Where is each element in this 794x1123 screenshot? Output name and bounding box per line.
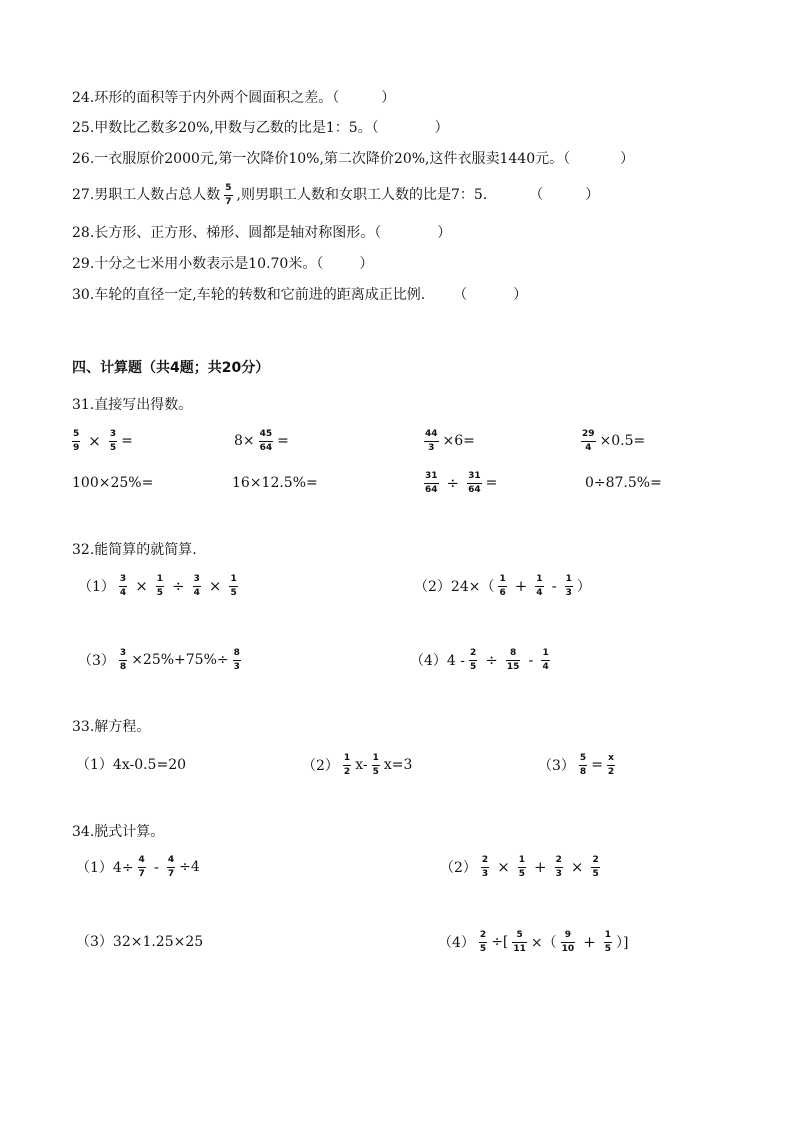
- item-label: （4）4 -: [410, 653, 465, 669]
- fraction: $\frac{1}{4}$: [536, 573, 543, 598]
- expression-text: 8×: [234, 433, 255, 449]
- question-34-title: 34.脱式计算。: [72, 824, 165, 840]
- calc-31-6: 16×12.5%=: [232, 475, 318, 491]
- calc-34-2: [440, 851, 604, 883]
- fraction: $\frac{2}{3}$: [481, 854, 489, 879]
- question-32-title: 32.能简算的就简算.: [72, 542, 197, 558]
- equation-33-1: （1）4x-0.5=20: [76, 757, 187, 773]
- calc-32-2: [414, 570, 591, 602]
- equation-33-2: [302, 749, 412, 781]
- fraction: $\frac{3}{4}$: [193, 573, 200, 598]
- fraction: $\frac{5}{11}$: [513, 929, 526, 954]
- question-27: [72, 180, 599, 210]
- answer-paren-close: ）: [585, 187, 600, 203]
- calc-32-4: [410, 644, 554, 676]
- calc-32-1: [78, 570, 242, 602]
- operator: +: [534, 858, 547, 876]
- fraction: $\frac{31}{64}$: [468, 470, 481, 495]
- operator: ×: [88, 432, 101, 450]
- fraction: $\frac{1}{5}$: [604, 929, 612, 954]
- expression-text: x-: [355, 757, 368, 773]
- answer-paren-close: ）: [434, 120, 449, 136]
- calc-34-1: [76, 851, 200, 883]
- equals: =: [591, 757, 603, 773]
- equation-33-3: [538, 749, 619, 781]
- fraction: $\frac{4}{7}$: [167, 854, 175, 879]
- operator: ÷[: [491, 934, 509, 950]
- item-label: （3）: [538, 758, 575, 774]
- fraction: $\frac{1}{5}$: [518, 854, 526, 879]
- fraction: $\frac{2}{5}$: [470, 647, 477, 672]
- calc-31-7: [420, 467, 497, 499]
- fraction: $\frac{3}{5}$: [109, 428, 117, 453]
- fraction: $\frac{1}{6}$: [499, 573, 506, 598]
- fraction: $\frac{5}{8}$: [579, 752, 587, 777]
- expression-text: ÷4: [179, 859, 200, 875]
- operator: -: [153, 858, 159, 876]
- fraction: $\frac{1}{5}$: [156, 573, 164, 598]
- item-label: （3）: [78, 653, 115, 669]
- fraction: $\frac{1}{3}$: [565, 573, 572, 598]
- fraction: $\frac{5}{9}$: [73, 428, 80, 453]
- question-27-text: 27.男职工人数占总人数: [72, 187, 221, 203]
- operator: +: [514, 577, 528, 595]
- equals: =: [485, 475, 498, 491]
- fraction: $\frac{2}{3}$: [555, 854, 562, 879]
- expression-text: ×25%+75%÷: [131, 652, 229, 668]
- calc-31-3: [420, 426, 475, 456]
- operator: ÷: [485, 651, 498, 669]
- question-24: [72, 89, 395, 107]
- fraction: $\frac{3}{4}$: [119, 573, 127, 598]
- fraction: $\frac{x}{2}$: [607, 752, 615, 777]
- item-label: （2）24×（: [414, 579, 495, 595]
- operator: ÷: [172, 577, 185, 595]
- question-29-text: 29.十分之七米用小数表示是10.70米。（: [72, 256, 324, 272]
- operator: -: [528, 651, 534, 669]
- expression-text: ×0.5=: [599, 433, 646, 449]
- item-label: （2）: [302, 758, 339, 774]
- question-26: [72, 150, 634, 168]
- paren-close: ）: [576, 579, 591, 595]
- item-label: （4）: [438, 935, 475, 951]
- answer-paren-close: ）: [437, 225, 452, 241]
- fraction: $\frac{45}{64}$: [259, 428, 273, 453]
- question-30: [72, 286, 527, 304]
- operator: +: [583, 933, 596, 951]
- fraction: $\frac{5}{7}$: [225, 182, 232, 207]
- fraction: $\frac{4}{7}$: [138, 854, 145, 879]
- question-25: [72, 119, 449, 137]
- answer-paren-close: ）: [513, 287, 528, 303]
- question-29: [72, 255, 373, 273]
- calc-31-1: [68, 426, 133, 456]
- fraction: $\frac{1}{4}$: [542, 647, 549, 672]
- answer-paren-open: （: [453, 287, 468, 303]
- fraction: $\frac{31}{64}$: [425, 470, 438, 495]
- answer-paren-open: （: [529, 187, 544, 203]
- equals: =: [121, 433, 133, 449]
- calc-34-4: [438, 925, 629, 959]
- fraction: $\frac{1}{5}$: [230, 573, 237, 598]
- question-28: [72, 224, 451, 242]
- operator: ×: [570, 858, 584, 876]
- fraction: $\frac{29}{4}$: [582, 428, 595, 453]
- answer-paren-close: ）: [381, 90, 396, 106]
- calc-31-8: 0÷87.5%=: [585, 475, 662, 491]
- fraction: $\frac{3}{8}$: [119, 647, 127, 672]
- item-label: （1）4÷: [76, 860, 134, 876]
- question-25-text: 25.甲数比乙数多20%,甲数与乙数的比是1：5。（: [72, 120, 379, 136]
- operator: -: [551, 577, 557, 595]
- operator: ×: [135, 577, 148, 595]
- fraction: $\frac{1}{5}$: [372, 752, 379, 777]
- fraction: $\frac{1}{2}$: [343, 752, 351, 777]
- operator: ×: [208, 577, 222, 595]
- fraction: $\frac{2}{5}$: [592, 854, 599, 879]
- operator: ÷: [446, 474, 460, 492]
- expression-text: ×6=: [442, 433, 475, 449]
- question-30-text: 30.车轮的直径一定,车轮的转数和它前进的距离成正比例.: [72, 287, 426, 303]
- question-27-text-after: ,则男职工人数和女职工人数的比是7：5.: [236, 187, 488, 203]
- fraction: $\frac{8}{3}$: [233, 647, 240, 672]
- question-28-text: 28.长方形、正方形、梯形、圆都是轴对称图形。（: [72, 225, 382, 241]
- fraction: $\frac{9}{10}$: [561, 929, 575, 954]
- answer-paren-close: ）: [359, 256, 374, 272]
- calc-32-3: [78, 644, 245, 676]
- calc-31-4: [577, 426, 645, 456]
- question-33-title: 33.解方程。: [72, 719, 151, 735]
- operator: ×（: [530, 935, 557, 951]
- fraction: $\frac{2}{5}$: [479, 929, 487, 954]
- answer-paren-close: ）: [620, 151, 635, 167]
- question-31-title: 31.直接写出得数。: [72, 397, 193, 413]
- item-label: （2）: [440, 860, 477, 876]
- expression-text: x=3: [383, 757, 413, 773]
- item-label: （1）: [78, 579, 115, 595]
- calc-31-2: [234, 426, 289, 456]
- question-24-text: 24.环形的面积等于内外两个圆面积之差。（: [72, 90, 340, 106]
- equals: =: [277, 433, 289, 449]
- paren-close: ）]: [616, 935, 629, 951]
- calc-31-5: 100×25%=: [72, 475, 154, 491]
- fraction: $\frac{44}{3}$: [425, 428, 438, 453]
- fraction: $\frac{8}{15}$: [506, 647, 520, 672]
- section-heading: 四、计算题（共4题；共20分）: [72, 360, 270, 376]
- calc-34-3: （3）32×1.25×25: [76, 934, 204, 950]
- question-26-text: 26.一衣服原价2000元,第一次降价10%,第二次降价20%,这件衣服卖1440元。（: [72, 151, 571, 167]
- operator: ×: [497, 858, 510, 876]
